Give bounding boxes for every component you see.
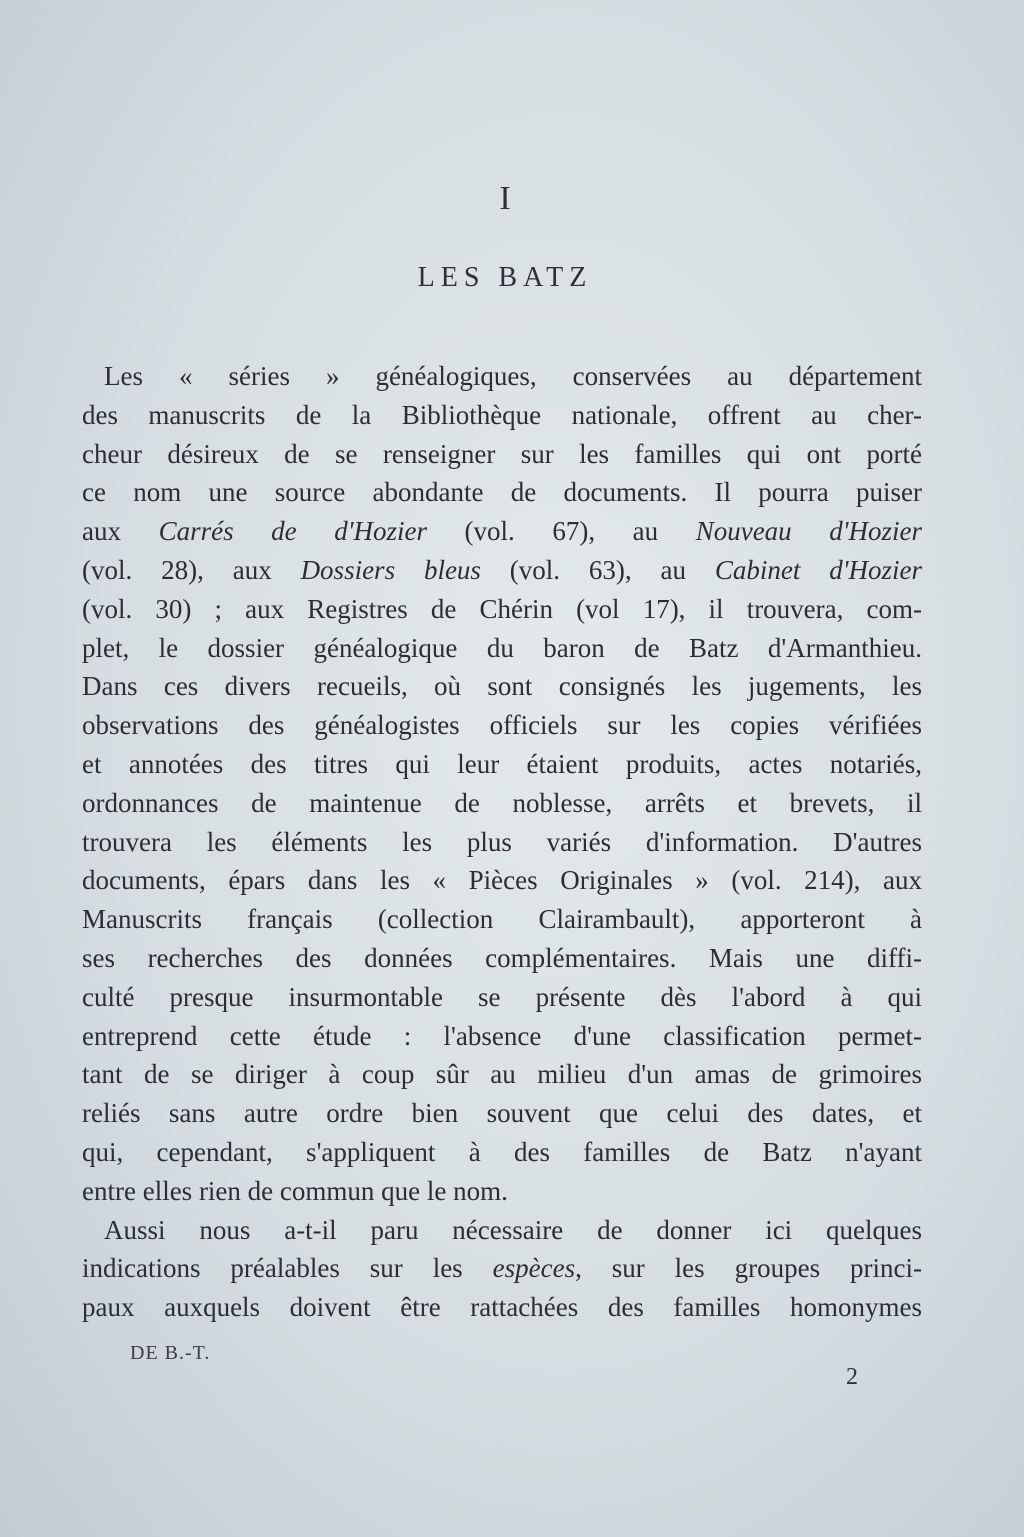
text-line: Manuscrits français (collection Clairambault), apporteront à (82, 904, 922, 935)
chapter-title: LES BATZ (417, 262, 593, 293)
text-line: documents, épars dans les « Pièces Originales » (vol. 214), aux (82, 865, 922, 896)
text-line: Les « séries » généalogiques, conservées au département (104, 361, 922, 391)
text-line: plet, le dossier généalogique du baron de Batz d'Armanthieu. (82, 632, 922, 663)
text-line: indications préalables sur les espèces, sur les groupes princi- (82, 1253, 922, 1284)
text-line: Dans ces divers recueils, où sont consignés les jugements, les (82, 671, 922, 702)
italic-word: espèces (492, 1253, 576, 1284)
text-line: (vol. 28), aux Dossiers bleus (vol. 63), au Cabinet d'Hozier (82, 554, 922, 585)
chapter-number: I (499, 180, 511, 217)
page-number: 2 (846, 1364, 858, 1390)
text-line: paux auxquels doivent être rattachées des familles homonymes (82, 1292, 922, 1323)
text-line: des manuscrits de la Bibliothèque nationale, offrent au cher- (82, 399, 922, 430)
text-line: ses recherches des données complémentaires. Mais une diffi- (82, 942, 922, 973)
text-line: (vol. 30) ; aux Registres de Chérin (vol 17), il trouvera, com- (82, 593, 922, 624)
text-line: cheur désireux de se renseigner sur les familles qui ont porté (82, 438, 922, 469)
italic-title: Carrés de d'Hozier (158, 516, 427, 547)
italic-title: Dossiers bleus (300, 554, 481, 585)
italic-title: Nouveau d'Hozier (695, 516, 922, 547)
text-line: et annotées des titres qui leur étaient produits, actes notariés, (82, 748, 922, 779)
text-line: aux Carrés de d'Hozier (vol. 67), au Nouveau d'Hozier (82, 516, 922, 547)
text-line: qui, cependant, s'appliquent à des familles de Batz n'ayant (82, 1136, 922, 1167)
text-line: entre elles rien de commun que le nom. (82, 1175, 508, 1206)
text-line: reliés sans autre ordre bien souvent que celui des dates, et (82, 1098, 922, 1129)
italic-title: Cabinet d'Hozier (714, 554, 922, 585)
text-line: observations des généalogistes officiels sur les copies vérifiées (82, 710, 922, 741)
text-line: ordonnances de maintenue de noblesse, arrêts et brevets, il (82, 787, 922, 818)
text-line: trouvera les éléments les plus variés d'information. D'autres (82, 826, 922, 857)
text-line: ce nom une source abondante de documents. Il pourra puiser (82, 477, 922, 508)
text-line: culté presque insurmontable se présente dès l'abord à qui (82, 981, 922, 1012)
text-line: Aussi nous a-t-il paru nécessaire de donner ici quelques (104, 1214, 922, 1245)
signature-mark: DE B.-T. (130, 1342, 211, 1364)
body-text (82, 357, 922, 1327)
text-line: entreprend cette étude : l'absence d'une classification permet- (82, 1020, 922, 1051)
text-line: tant de se diriger à coup sûr au milieu d'un amas de grimoires (82, 1059, 922, 1090)
